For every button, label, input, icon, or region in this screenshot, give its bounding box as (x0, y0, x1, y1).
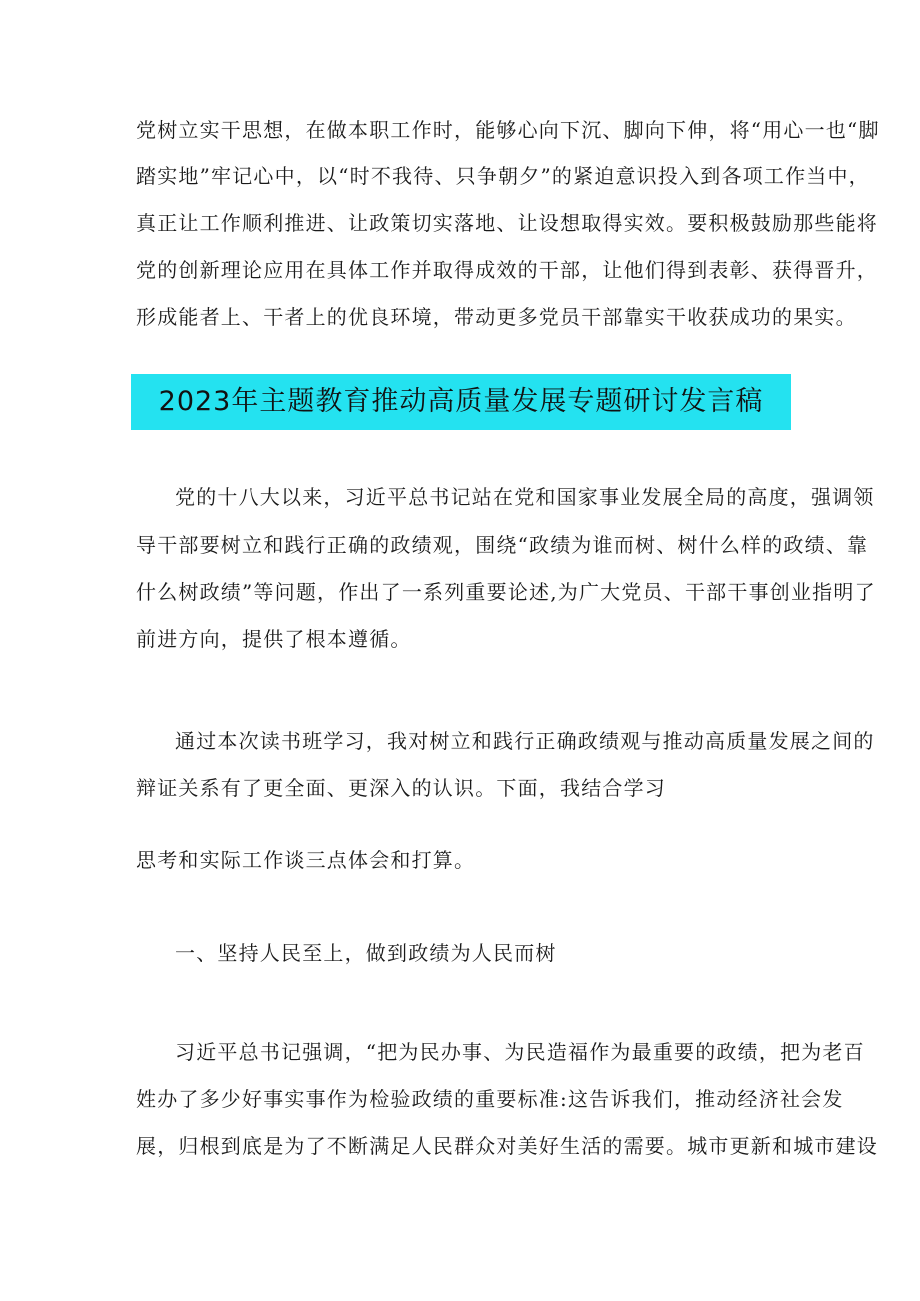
heading-1: 一、坚持人民至上，做到政绩为人民而树 (175, 941, 557, 965)
paragraph-1-line-4: 前进方向，提供了根本遵循。 (136, 627, 412, 651)
intro-line-4: 党的创新理论应用在具体工作并取得成效的干部，让他们得到表彰、获得晋升， (136, 258, 878, 282)
paragraph-3-line-2: 姓办了多少好事实事作为检验政绩的重要标准:这告诉我们，推动经济社会发 (136, 1087, 844, 1111)
intro-line-2: 踏实地”牢记心中，以“时不我待、只争朝夕”的紧迫意识投入到各项工作当中， (136, 164, 870, 188)
section-title: 2023年主题教育推动高质量发展专题研讨发言稿 (158, 386, 764, 417)
paragraph-2-line-2: 辩证关系有了更全面、更深入的认识。下面，我结合学习 (136, 776, 666, 800)
intro-line-5: 形成能者上、干者上的优良环境，带动更多党员干部靠实干收获成功的果实。 (136, 305, 857, 329)
intro-line-3: 真正让工作顺利推进、让政策切实落地、让设想取得实效。要积极鼓励那些能将 (136, 211, 878, 235)
paragraph-3-line-3: 展，归根到底是为了不断满足人民群众对美好生活的需要。城市更新和城市建设 (136, 1134, 878, 1158)
paragraph-2-line-3: 思考和实际工作谈三点体会和打算。 (136, 848, 476, 872)
section-title-band (131, 374, 791, 430)
paragraph-1-line-1: 党的十八大以来，习近平总书记站在党和国家事业发展全局的高度，强调领 (175, 485, 875, 509)
paragraph-2-line-1: 通过本次读书班学习，我对树立和践行正确政绩观与推动高质量发展之间的 (175, 729, 875, 753)
paragraph-3-line-1: 习近平总书记强调，“把为民办事、为民造福作为最重要的政绩，把为老百 (175, 1040, 865, 1064)
paragraph-1-line-2: 导干部要树立和践行正确的政绩观，围绕“政绩为谁而树、树什么样的政绩、靠 (136, 533, 869, 557)
intro-line-1: 党树立实干思想，在做本职工作时，能够心向下沉、脚向下伸，将“用心一也“脚 (136, 118, 880, 142)
paragraph-1-line-3: 什么树政绩”等问题，作出了一系列重要论述,为广大党员、干部干事创业指明了 (136, 580, 876, 604)
